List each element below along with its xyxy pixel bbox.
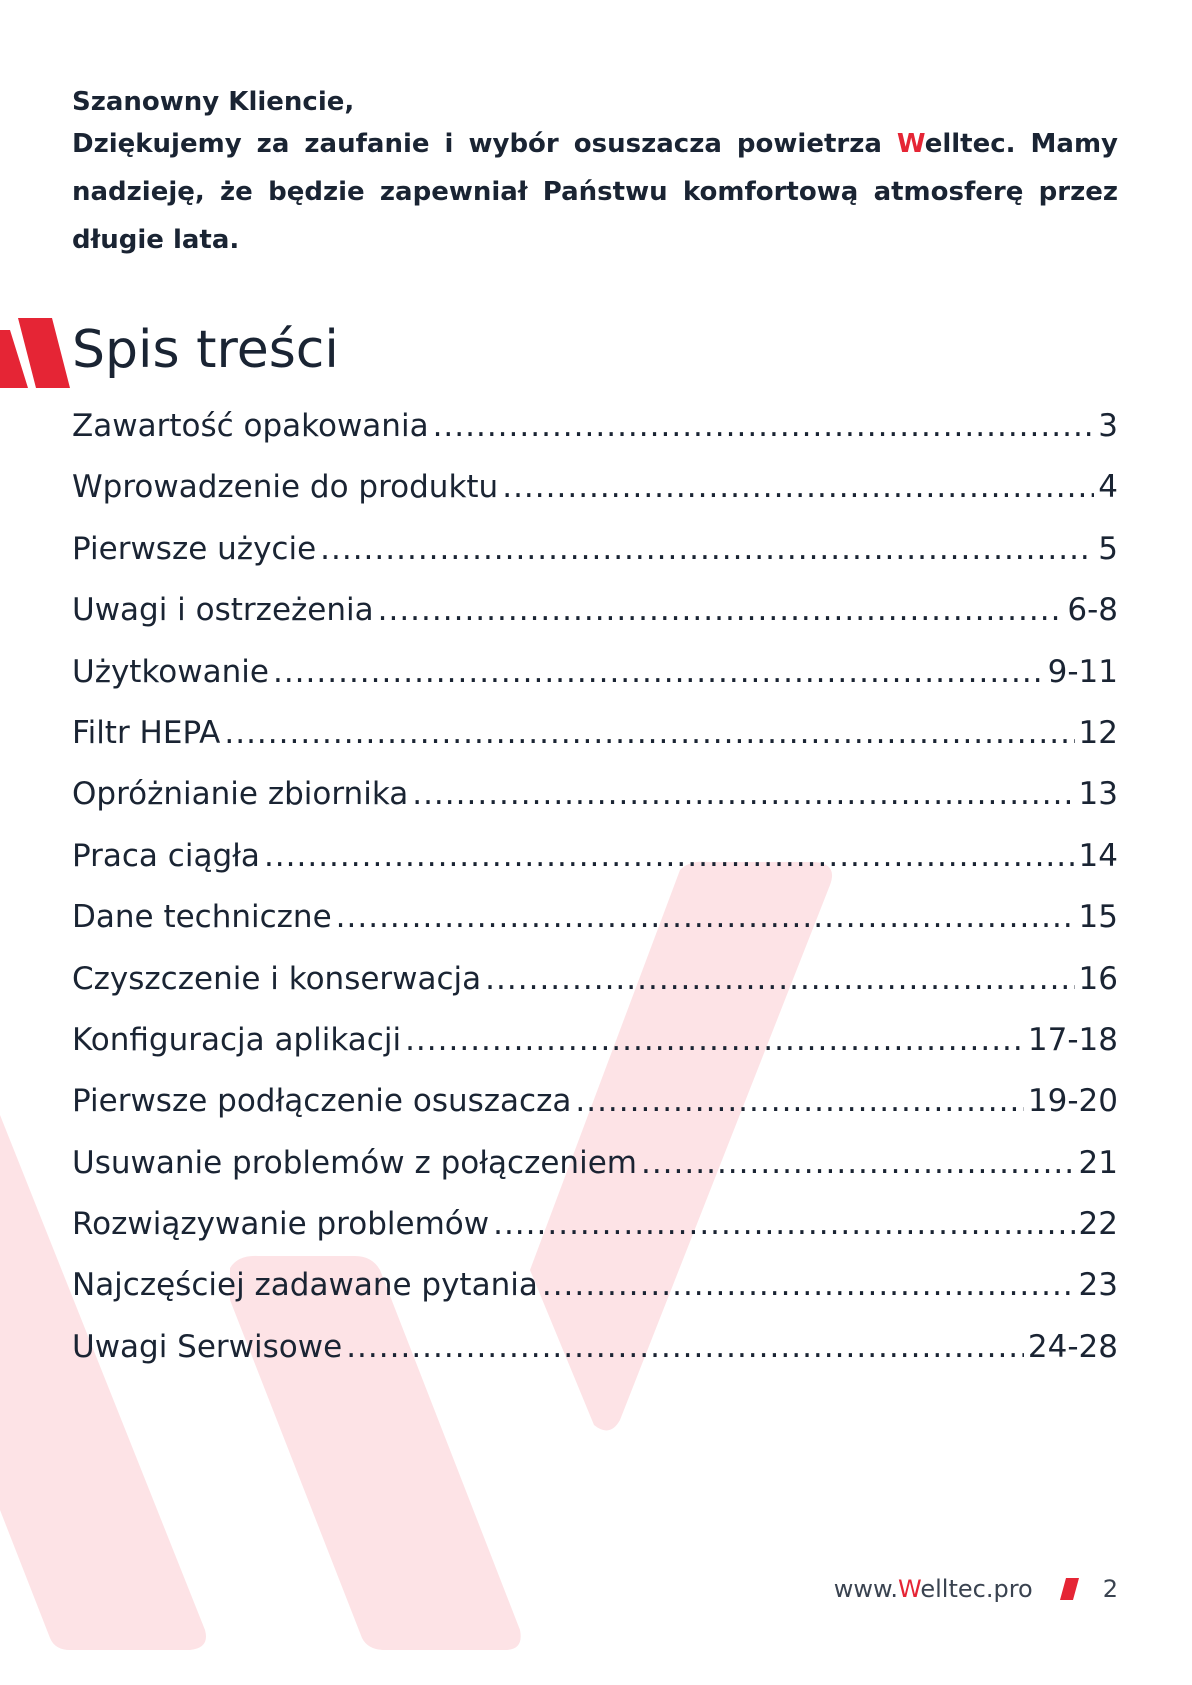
- toc-item[interactable]: [72, 1022, 1118, 1083]
- toc-item-label: Pierwsze podłączenie osuszacza: [72, 1083, 572, 1120]
- toc-item[interactable]: [72, 654, 1118, 715]
- toc-item-label: Najczęściej zadawane pytania: [72, 1267, 538, 1304]
- toc-item-label: Zawartość opakowania: [72, 408, 429, 444]
- footer-url[interactable]: [834, 1575, 1033, 1603]
- toc-item-label: Uwagi i ostrzeżenia: [72, 592, 374, 629]
- toc-item-page: 6-8: [1067, 592, 1118, 629]
- toc-item-label: Filtr HEPA: [72, 714, 221, 751]
- toc-item-page: 23: [1078, 1267, 1118, 1304]
- toc-item[interactable]: [72, 469, 1118, 530]
- toc-leader-dots: [493, 1206, 1074, 1242]
- toc-item-page: 15: [1078, 899, 1118, 936]
- toc-item-page: 22: [1078, 1206, 1118, 1243]
- toc-leader-dots: [336, 899, 1075, 935]
- toc-item-label: Praca ciągła: [72, 837, 260, 874]
- toc-leader-dots: [641, 1145, 1075, 1181]
- toc-item-label: Użytkowanie: [72, 653, 269, 690]
- page-footer: [834, 1574, 1118, 1604]
- toc-item[interactable]: [72, 1206, 1118, 1267]
- intro-text-after: Mamy nadzieję, że będzie zapewniał Państwu komfortową atmosferę przez długie lata.: [72, 129, 1118, 255]
- toc-leader-dots: [485, 961, 1074, 997]
- toc-item-label: Rozwiązywanie problemów: [72, 1206, 490, 1243]
- toc-item-label: Pierwsze użycie: [72, 530, 317, 567]
- toc-item-label: Dane techniczne: [72, 899, 332, 936]
- footer-slash-icon: [1055, 1574, 1085, 1604]
- toc-item-page: 5: [1098, 530, 1118, 567]
- toc-item-page: 13: [1078, 776, 1118, 813]
- toc-item[interactable]: [72, 592, 1118, 653]
- toc-item-page: 14: [1078, 837, 1118, 874]
- toc-item[interactable]: [72, 1329, 1118, 1390]
- brand-slash-accent: [0, 318, 70, 388]
- toc-item-page: 24-28: [1027, 1328, 1118, 1365]
- toc-leader-dots: [542, 1267, 1075, 1303]
- toc-item-label: Czyszczenie i konserwacja: [72, 960, 482, 997]
- footer-url-w: W: [898, 1575, 921, 1603]
- toc-item[interactable]: [72, 1083, 1118, 1144]
- toc-item-page: 19-20: [1027, 1083, 1118, 1120]
- toc-item-label: Konfiguracja aplikacji: [72, 1021, 402, 1058]
- toc-item[interactable]: [72, 408, 1118, 469]
- toc-item-page: 3: [1098, 408, 1118, 444]
- intro-text-before: Dziękujemy za zaufanie i wybór osuszacza powietrza: [72, 129, 897, 159]
- toc-list: [72, 408, 1118, 1390]
- intro-brand-rest: elltec.: [924, 129, 1016, 159]
- intro-paragraph: [72, 120, 1118, 264]
- toc-leader-dots: [273, 654, 1044, 690]
- toc-item[interactable]: [72, 776, 1118, 837]
- toc-leader-dots: [412, 776, 1074, 812]
- toc-item-page: 4: [1098, 469, 1118, 506]
- toc-item-page: 21: [1078, 1144, 1118, 1181]
- toc-item[interactable]: [72, 531, 1118, 592]
- toc-item[interactable]: [72, 961, 1118, 1022]
- greeting: Szanowny Kliencie,: [72, 87, 355, 117]
- toc-item-page: 17-18: [1027, 1021, 1118, 1058]
- toc-title: Spis treści: [72, 320, 339, 380]
- toc-leader-dots: [575, 1083, 1024, 1119]
- toc-leader-dots: [346, 1329, 1024, 1365]
- toc-item-page: 16: [1078, 960, 1118, 997]
- footer-url-prefix: www.: [833, 1575, 899, 1603]
- toc-leader-dots: [433, 408, 1095, 444]
- toc-item-label: Usuwanie problemów z połączeniem: [72, 1144, 637, 1181]
- page-number: 2: [1102, 1575, 1118, 1603]
- toc-item[interactable]: [72, 1145, 1118, 1206]
- toc-leader-dots: [502, 469, 1094, 505]
- toc-item-label: Uwagi Serwisowe: [72, 1328, 343, 1365]
- toc-item-page: 9-11: [1047, 653, 1118, 690]
- toc-leader-dots: [224, 715, 1074, 751]
- toc-leader-dots: [405, 1022, 1024, 1058]
- toc-leader-dots: [264, 838, 1075, 874]
- toc-item[interactable]: [72, 715, 1118, 776]
- toc-item-label: Opróżnianie zbiornika: [72, 776, 409, 813]
- toc-leader-dots: [378, 592, 1064, 628]
- brand-w-letter: W: [896, 129, 925, 159]
- toc-item[interactable]: [72, 899, 1118, 960]
- footer-url-rest: elltec.pro: [920, 1575, 1033, 1603]
- toc-item[interactable]: [72, 838, 1118, 899]
- toc-item[interactable]: [72, 1267, 1118, 1328]
- toc-item-page: 12: [1078, 714, 1118, 751]
- toc-item-label: Wprowadzenie do produktu: [72, 469, 499, 506]
- toc-leader-dots: [320, 531, 1094, 567]
